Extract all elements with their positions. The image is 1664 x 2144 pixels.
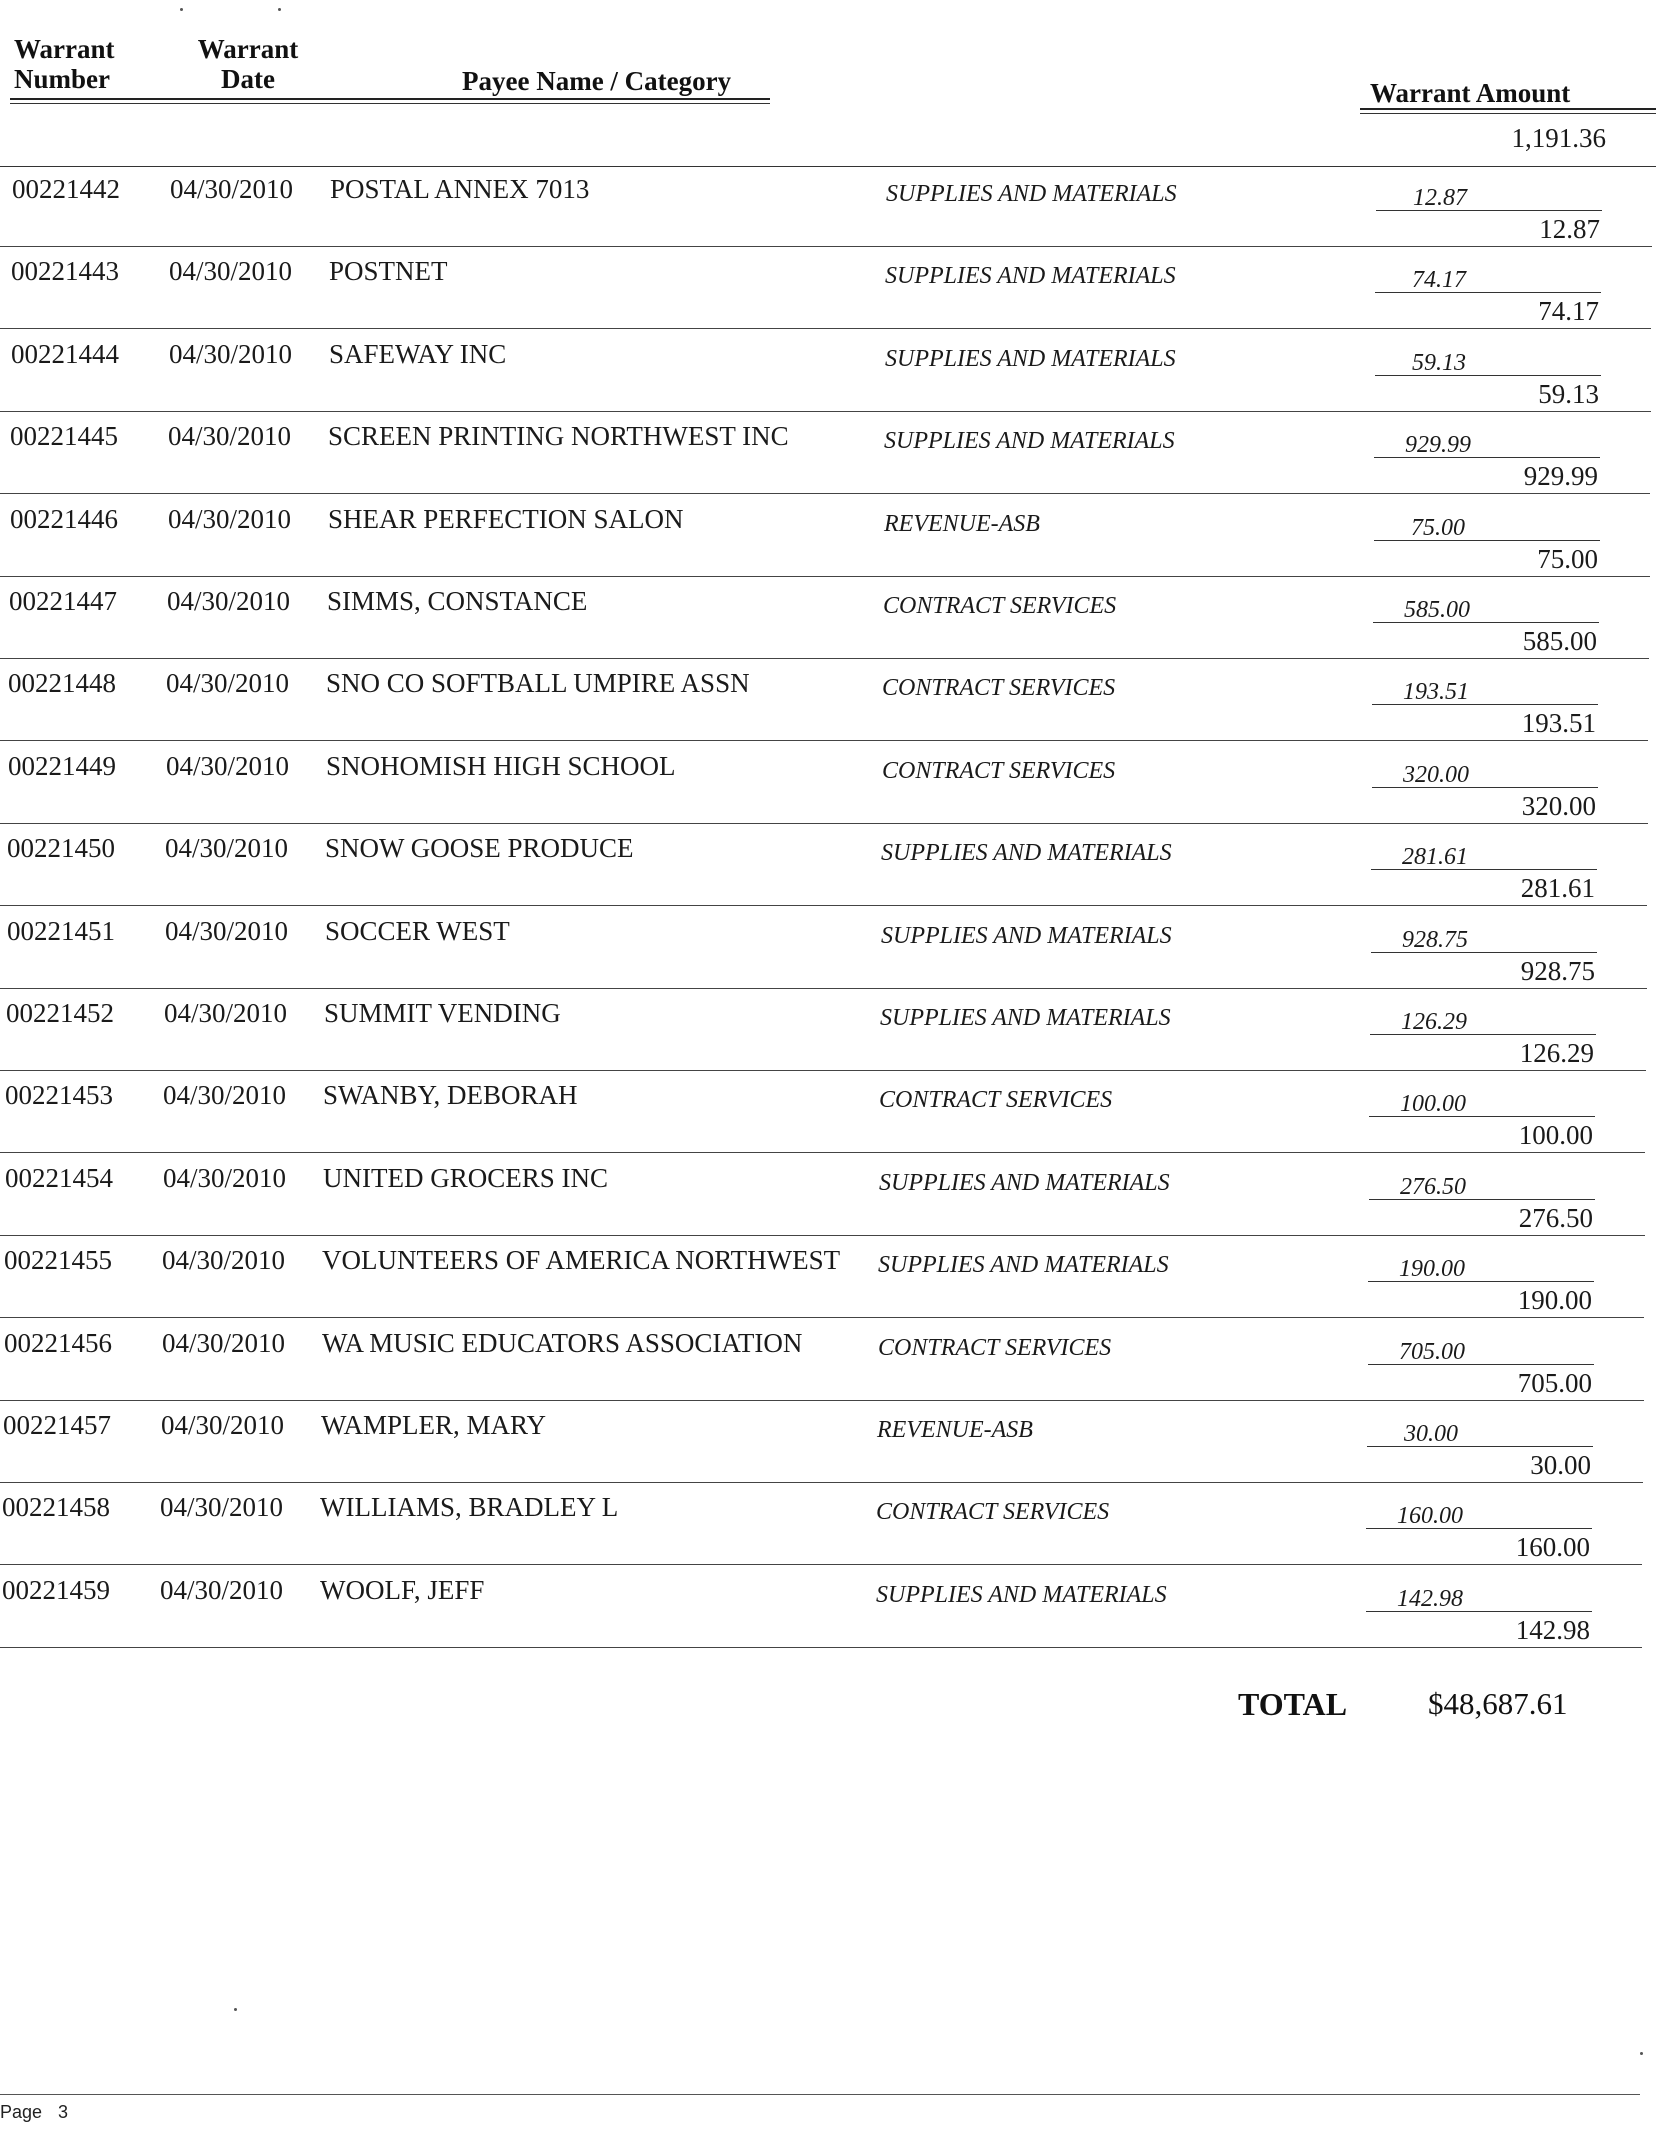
table-row	[0, 250, 1663, 332]
payee-category: CONTRACT SERVICES	[882, 675, 1116, 702]
line-amount: 74.17	[1412, 267, 1466, 294]
subtotal-rule	[1373, 622, 1599, 623]
subtotal-rule	[1375, 292, 1601, 293]
payee-category: SUPPLIES AND MATERIALS	[876, 1581, 1167, 1608]
total-value: $48,687.61	[1428, 1686, 1568, 1721]
warrant-number: 00221459	[2, 1574, 110, 1605]
payee-name: VOLUNTEERS OF AMERICA NORTHWEST	[322, 1245, 841, 1276]
payee-category: SUPPLIES AND MATERIALS	[885, 263, 1176, 290]
table-row	[0, 1157, 1657, 1239]
table-row	[0, 662, 1660, 744]
table-row	[0, 498, 1662, 580]
row-separator	[0, 411, 1651, 412]
payee-name: WA MUSIC EDUCATORS ASSOCIATION	[322, 1327, 803, 1358]
subtotal-rule	[1372, 787, 1598, 788]
warrant-date: 04/30/2010	[167, 586, 291, 616]
row-separator	[0, 1400, 1644, 1401]
payee-category: CONTRACT SERVICES	[876, 1499, 1110, 1526]
page-number: 3	[58, 2102, 69, 2122]
subtotal-rule	[1376, 210, 1602, 211]
header-rule-amount-double	[1360, 113, 1656, 114]
warrant-number: 00221451	[7, 915, 115, 946]
line-amount: 320.00	[1403, 761, 1469, 788]
row-separator	[0, 905, 1647, 906]
warrant-date: 04/30/2010	[165, 833, 289, 864]
table-row	[0, 1239, 1656, 1321]
payee-name: SAFEWAY INC	[329, 338, 507, 369]
payee-category: SUPPLIES AND MATERIALS	[878, 1252, 1169, 1279]
warrant-amount: 75.00	[1537, 543, 1598, 574]
line-amount: 12.87	[1413, 185, 1467, 211]
warrant-date: 04/30/2010	[169, 338, 293, 369]
warrant-date: 04/30/2010	[170, 174, 294, 204]
warrant-number: 00221446	[10, 503, 118, 534]
line-amount: 281.61	[1402, 844, 1468, 871]
table-row	[0, 992, 1658, 1074]
line-amount: 193.51	[1403, 679, 1469, 706]
warrant-number: 00221443	[11, 256, 119, 287]
warrant-date: 04/30/2010	[160, 1492, 284, 1523]
subtotal-rule	[1368, 1281, 1594, 1282]
payee-category: CONTRACT SERVICES	[879, 1087, 1113, 1114]
warrant-number: 00221455	[4, 1245, 112, 1276]
footer-rule	[0, 2094, 1640, 2095]
header-rule	[10, 98, 770, 100]
row-separator	[0, 658, 1649, 659]
payee-category: REVENUE-ASB	[884, 510, 1040, 537]
row-separator	[0, 1235, 1645, 1236]
row-separator	[0, 1152, 1645, 1153]
line-amount: 75.00	[1411, 514, 1465, 541]
row-separator	[0, 1482, 1643, 1483]
page-label: Page	[0, 2102, 43, 2122]
table-row	[0, 1074, 1657, 1156]
warrant-number: 00221454	[5, 1162, 113, 1193]
row-separator	[0, 1070, 1646, 1071]
warrant-number: 00221453	[5, 1080, 113, 1111]
payee-category: CONTRACT SERVICES	[882, 757, 1116, 784]
payee-name: SNO CO SOFTBALL UMPIRE ASSN	[326, 668, 750, 699]
payee-name: POSTNET	[329, 256, 448, 287]
payee-name: SOCCER WEST	[325, 915, 510, 946]
total-label: TOTAL	[1238, 1686, 1348, 1722]
warrant-date: 04/30/2010	[166, 750, 290, 781]
header-warrant-amount: Warrant Amount	[1370, 78, 1571, 108]
warrant-amount: 705.00	[1517, 1367, 1592, 1398]
warrant-number: 00221444	[11, 338, 119, 369]
header-rule-double	[10, 103, 770, 104]
payee-category: SUPPLIES AND MATERIALS	[884, 428, 1175, 455]
table-row	[0, 168, 1664, 250]
warrant-amount: 100.00	[1518, 1120, 1593, 1151]
warrant-number: 00221457	[3, 1410, 111, 1440]
warrant-amount: 276.50	[1518, 1202, 1593, 1233]
header-warrant-number: Warrant Number	[14, 34, 115, 94]
warrant-date: 04/30/2010	[163, 1162, 287, 1193]
row-separator	[0, 1647, 1642, 1648]
payee-category: SUPPLIES AND MATERIALS	[880, 1005, 1171, 1031]
payee-name: UNITED GROCERS INC	[323, 1162, 609, 1193]
warrant-amount: 929.99	[1523, 461, 1598, 492]
payee-name: WAMPLER, MARY	[321, 1410, 547, 1440]
line-amount: 126.29	[1401, 1009, 1467, 1035]
payee-name: SNOW GOOSE PRODUCE	[325, 833, 634, 864]
scan-speck	[1640, 2052, 1643, 2055]
table-row	[0, 580, 1661, 662]
warrant-amount: 30.00	[1530, 1450, 1591, 1480]
warrant-date: 04/30/2010	[168, 421, 292, 452]
row-separator	[0, 328, 1651, 329]
payee-category: SUPPLIES AND MATERIALS	[881, 922, 1172, 949]
line-amount: 190.00	[1399, 1256, 1465, 1283]
warrant-amount: 928.75	[1520, 955, 1595, 986]
row-separator	[0, 246, 1652, 247]
table-row	[0, 333, 1663, 415]
payee-name: SWANBY, DEBORAH	[323, 1080, 578, 1111]
opening-rule	[0, 166, 1656, 167]
row-separator	[0, 493, 1650, 494]
payee-name: SCREEN PRINTING NORTHWEST INC	[328, 421, 789, 452]
warrant-amount: 193.51	[1521, 708, 1596, 739]
payee-category: SUPPLIES AND MATERIALS	[879, 1169, 1170, 1196]
payee-name: WOOLF, JEFF	[320, 1574, 485, 1605]
warrant-amount: 12.87	[1539, 214, 1600, 244]
line-amount: 276.50	[1400, 1173, 1466, 1200]
warrant-number: 00221442	[12, 174, 120, 204]
warrant-date: 04/30/2010	[166, 668, 290, 699]
warrant-amount: 160.00	[1515, 1532, 1590, 1563]
payee-category: SUPPLIES AND MATERIALS	[881, 840, 1172, 867]
payee-category: REVENUE-ASB	[877, 1417, 1033, 1443]
table-row	[0, 415, 1662, 497]
subtotal-rule	[1374, 457, 1600, 458]
line-amount: 160.00	[1397, 1503, 1463, 1530]
payee-name: SNOHOMISH HIGH SCHOOL	[326, 750, 676, 781]
scan-speck	[234, 2008, 237, 2011]
line-amount: 59.13	[1412, 349, 1466, 376]
payee-category: CONTRACT SERVICES	[883, 593, 1117, 619]
table-row	[0, 1486, 1654, 1568]
opening-amount: 1,191.36	[1511, 123, 1606, 153]
row-separator	[0, 823, 1648, 824]
header-payee-category: Payee Name / Category	[462, 66, 732, 96]
warrant-date: 04/30/2010	[169, 256, 293, 287]
payee-name: WILLIAMS, BRADLEY L	[320, 1492, 619, 1523]
line-amount: 928.75	[1402, 926, 1468, 953]
warrant-amount: 74.17	[1538, 296, 1599, 327]
warrant-number: 00221447	[9, 586, 117, 616]
table-row	[0, 1404, 1655, 1486]
payee-name: POSTAL ANNEX 7013	[330, 174, 590, 204]
table-row	[0, 827, 1659, 909]
subtotal-rule	[1371, 869, 1597, 870]
warrant-number: 00221450	[7, 833, 115, 864]
subtotal-rule	[1367, 1446, 1593, 1447]
subtotal-rule	[1371, 952, 1597, 953]
table-row	[0, 745, 1660, 827]
subtotal-rule	[1370, 1034, 1596, 1035]
scan-speck	[278, 8, 281, 11]
scan-speck	[180, 8, 183, 11]
table-row	[0, 1569, 1654, 1651]
subtotal-rule	[1374, 540, 1600, 541]
row-separator	[0, 1317, 1644, 1318]
row-separator	[0, 576, 1650, 577]
line-amount: 929.99	[1405, 432, 1471, 459]
warrant-number: 00221458	[2, 1492, 110, 1523]
warrant-amount: 281.61	[1520, 873, 1595, 904]
warrant-amount: 585.00	[1522, 626, 1597, 656]
line-amount: 30.00	[1404, 1421, 1458, 1447]
line-amount: 100.00	[1400, 1091, 1466, 1118]
line-amount: 585.00	[1404, 597, 1470, 623]
warrant-date: 04/30/2010	[160, 1574, 284, 1605]
warrant-number: 00221452	[6, 998, 114, 1028]
warrant-amount: 320.00	[1521, 790, 1596, 821]
warrant-amount: 142.98	[1515, 1614, 1590, 1645]
warrant-date: 04/30/2010	[162, 1245, 286, 1276]
payee-category: SUPPLIES AND MATERIALS	[886, 181, 1177, 207]
subtotal-rule	[1369, 1199, 1595, 1200]
line-amount: 705.00	[1399, 1338, 1465, 1365]
warrant-amount: 126.29	[1519, 1038, 1594, 1068]
warrant-number: 00221456	[4, 1327, 112, 1358]
subtotal-rule	[1366, 1611, 1592, 1612]
line-amount: 142.98	[1397, 1585, 1463, 1612]
warrant-date: 04/30/2010	[164, 998, 288, 1028]
table-row	[0, 910, 1659, 992]
subtotal-rule	[1366, 1528, 1592, 1529]
header-warrant-date: Warrant Date	[197, 34, 299, 94]
payee-category: SUPPLIES AND MATERIALS	[885, 345, 1176, 372]
row-separator	[0, 1564, 1642, 1565]
warrant-date: 04/30/2010	[165, 915, 289, 946]
subtotal-rule	[1372, 704, 1598, 705]
warrant-number: 00221445	[10, 421, 118, 452]
header-rule-amount	[1360, 108, 1656, 110]
payee-category: CONTRACT SERVICES	[878, 1334, 1112, 1361]
row-separator	[0, 988, 1647, 989]
payee-name: SIMMS, CONSTANCE	[327, 586, 588, 616]
warrant-amount: 59.13	[1538, 378, 1599, 409]
warrant-date: 04/30/2010	[161, 1410, 285, 1440]
warrant-date: 04/30/2010	[168, 503, 292, 534]
warrant-date: 04/30/2010	[162, 1327, 286, 1358]
warrant-number: 00221448	[8, 668, 116, 699]
table-row	[0, 1322, 1656, 1404]
warrant-amount: 190.00	[1517, 1285, 1592, 1316]
payee-name: SHEAR PERFECTION SALON	[328, 503, 684, 534]
row-separator	[0, 740, 1648, 741]
warrant-date: 04/30/2010	[163, 1080, 287, 1111]
subtotal-rule	[1375, 375, 1601, 376]
payee-name: SUMMIT VENDING	[324, 998, 561, 1028]
warrant-number: 00221449	[8, 750, 116, 781]
subtotal-rule	[1368, 1364, 1594, 1365]
subtotal-rule	[1369, 1116, 1595, 1117]
